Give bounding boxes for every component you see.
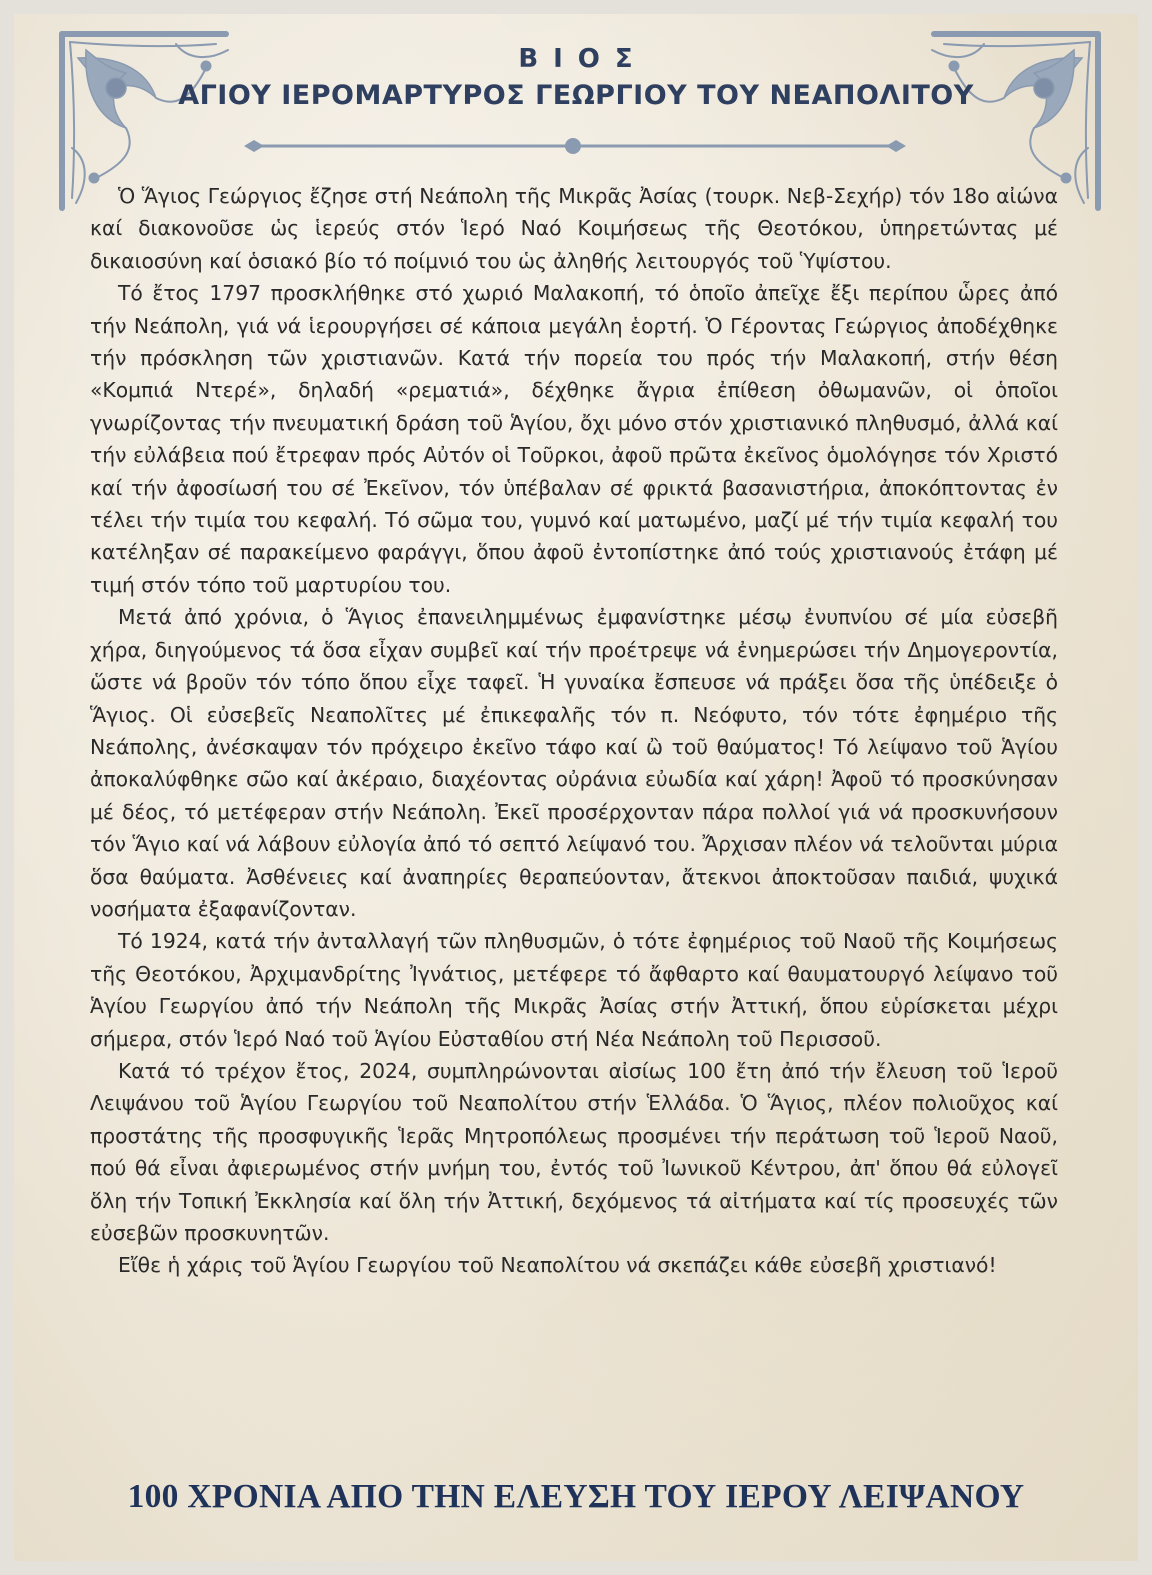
paragraph-1: Ὁ Ἅγιος Γεώργιος ἔζησε στή Νεάπολη τῆς Μικρᾶς Ἀσίας (τουρκ. Νεβ-Σεχήρ) τόν 18ο αἰώνα καί διακονοῦσε ὡς ἱερεύς στόν Ἱερό Ναό Κοιμήσεως τῆς Θεοτόκου, ὑπηρετώντας μέ δικαιοσύνη καί ὁσιακό βίο τό ποίμνιό του ὡς ἀληθής λειτουργός τοῦ Ὑψίστου. <box>90 184 1058 273</box>
biography-text <box>90 180 1058 1282</box>
paragraph-3: Μετά ἀπό χρόνια, ὁ Ἅγιος ἐπανειλημμένως ἐμφανίστηκε μέσῳ ἐνυπνίου σέ μία εὐσεβῆ χήρα, διηγούμενος τά ὅσα εἶχαν συμβεῖ καί τήν προέτρεψε νά ἐνημερώσει τήν Δημογεροντία, ὥστε νά βροῦν τόν τόπο ὅπου εἶχε ταφεῖ. Ἡ γυναίκα ἔσπευσε νά πράξει ὅσα τῆς ὑπέδειξε ὁ Ἅγιος. Οἱ εὐσεβεῖς Νεαπολῖτες μέ ἐπικεφαλῆς τόν π. Νεόφυτο, τόν τότε ἐφημέριο τῆς Νεάπολης, ἀνέσκαψαν τόν πρόχειρο ἐκεῖνο τάφο καί ὢ τοῦ θαύματος! Τό λείψανο τοῦ Ἁγίου ἀποκαλύφθηκε σῶο καί ἀκέραιο, διαχέοντας οὐράνια εὐωδία καί χάρη! Ἀφοῦ τό προσκύνησαν μέ δέος, τό μετέφεραν στήν Νεάπολη. Ἐκεῖ προσέρχονταν πάρα πολλοί γιά νά προσκυνήσουν τόν Ἅγιο καί νά λάβουν εὐλογία ἀπό τό σεπτό λείψανό του. Ἄρχισαν πλέον νά τελοῦνται μύρια ὅσα θαύματα. Ἀσθένειες καί ἀναπηρίες θεραπεύονταν, ἄτεκνοι ἀποκτοῦσαν παιδιά, ψυχικά νοσήματα ἐξαφανίζονταν. <box>90 605 1058 921</box>
paragraph-4: Τό 1924, κατά τήν ἀνταλλαγή τῶν πληθυσμῶν, ὁ τότε ἐφημέριος τοῦ Ναοῦ τῆς Κοιμήσεως τῆς Θεοτόκου, Ἀρχιμανδρίτης Ἰγνάτιος, μετέφερε τό ἄφθαρτο καί θαυματουργό λείψανο τοῦ Ἁγίου Γεωργίου ἀπό τήν Νεάπολη τῆς Μικρᾶς Ἀσίας στήν Ἀττική, ὅπου εὑρίσκεται μέχρι σήμερα, στόν Ἱερό Ναό τοῦ Ἁγίου Εὐσταθίου στή Νέα Νεάπολη τοῦ Περισσοῦ. <box>90 929 1058 1051</box>
paragraph-2: Τό ἔτος 1797 προσκλήθηκε στό χωριό Μαλακοπή, τό ὁποῖο ἀπεῖχε ἔξι περίπου ὧρες ἀπό τήν Νεάπολη, γιά νά ἱερουργήσει σέ κάποια μεγάλη ἑορτή. Ὁ Γέροντας Γεώργιος ἀποδέχθηκε τήν πρόσκληση τῶν χριστιανῶν. Κατά τήν πορεία του πρός τήν Μαλακοπή, στήν θέση «Κομπιά Ντερέ», δηλαδή «ρεματιά», δέχθηκε ἄγρια ἐπίθεση ὀθωμανῶν, οἱ ὁποῖοι γνωρίζοντας τήν πνευματική δράση τοῦ Ἁγίου, ὄχι μόνο στόν χριστιανικό πληθυσμό, ἀλλά καί τήν εὐλάβεια πού ἔτρεφαν πρός Αὐτόν οἱ Τοῦρκοι, ἀφοῦ πρῶτα ἐκεῖνος ὁμολόγησε τόν Χριστό καί τήν ἀφοσίωσή του σέ Ἐκεῖνον, τόν ὑπέβαλαν σέ φρικτά βασανιστήρια, ἀποκόπτοντας ἐν τέλει τήν τιμία του κεφαλή. Τό σῶμα του, γυμνό καί ματωμένο, μαζί μέ τήν τιμία κεφαλή του κατέληξαν σέ παρακείμενο φαράγγι, ὅπου ἀφοῦ ἐντοπίστηκε ἀπό τούς χριστιανούς ἐτάφη μέ τιμή στόν τόπο τοῦ μαρτυρίου του. <box>90 281 1058 597</box>
document-title-line1: ΒΙΟΣ <box>518 44 648 74</box>
diamond-dot-divider-icon <box>240 136 910 156</box>
document-title-line2: ΑΓΙΟΥ ΙΕΡΟΜΑΡΤΥΡΟΣ ΓΕΩΡΓΙΟΥ ΤΟΥ ΝΕΑΠΟΛΙΤΟΥ <box>178 80 974 111</box>
paragraph-5: Κατά τό τρέχον ἔτος, 2024, συμπληρώνονται αἰσίως 100 ἔτη ἀπό τήν ἔλευση τοῦ Ἱεροῦ Λειψάνου τοῦ Ἁγίου Γεωργίου τοῦ Νεαπολίτου στήν Ἑλλάδα. Ὁ Ἅγιος, πλέον πολιοῦχος καί προστάτης τῆς προσφυγικῆς Ἱερᾶς Μητροπόλεως προσμένει τήν περάτωση τοῦ Ἱεροῦ Ναοῦ, πού θά εἶναι ἀφιερωμένος στήν μνήμη του, ἐντός τοῦ Ἰωνικοῦ Κέντρου, ἀπ' ὅπου θά εὐλογεῖ ὅλη τήν Τοπική Ἐκκλησία καί ὅλη τήν Ἀττική, δεχόμενος τά αἰτήματα καί τίς προσευχές τῶν εὐσεβῶν προσκυνητῶν. <box>90 1058 1058 1245</box>
paragraph-6: Εἴθε ἡ χάρις τοῦ Ἁγίου Γεωργίου τοῦ Νεαπολίτου νά σκεπάζει κάθε εὐσεβῆ χριστιανό! <box>118 1253 997 1278</box>
anniversary-footer-title: 100 ΧΡΟΝΙΑ ΑΠΟ ΤΗΝ ΕΛΕΥΣΗ ΤΟΥ ΙΕΡΟΥ ΛΕΙΨΑΝΟΥ <box>127 1478 1025 1515</box>
